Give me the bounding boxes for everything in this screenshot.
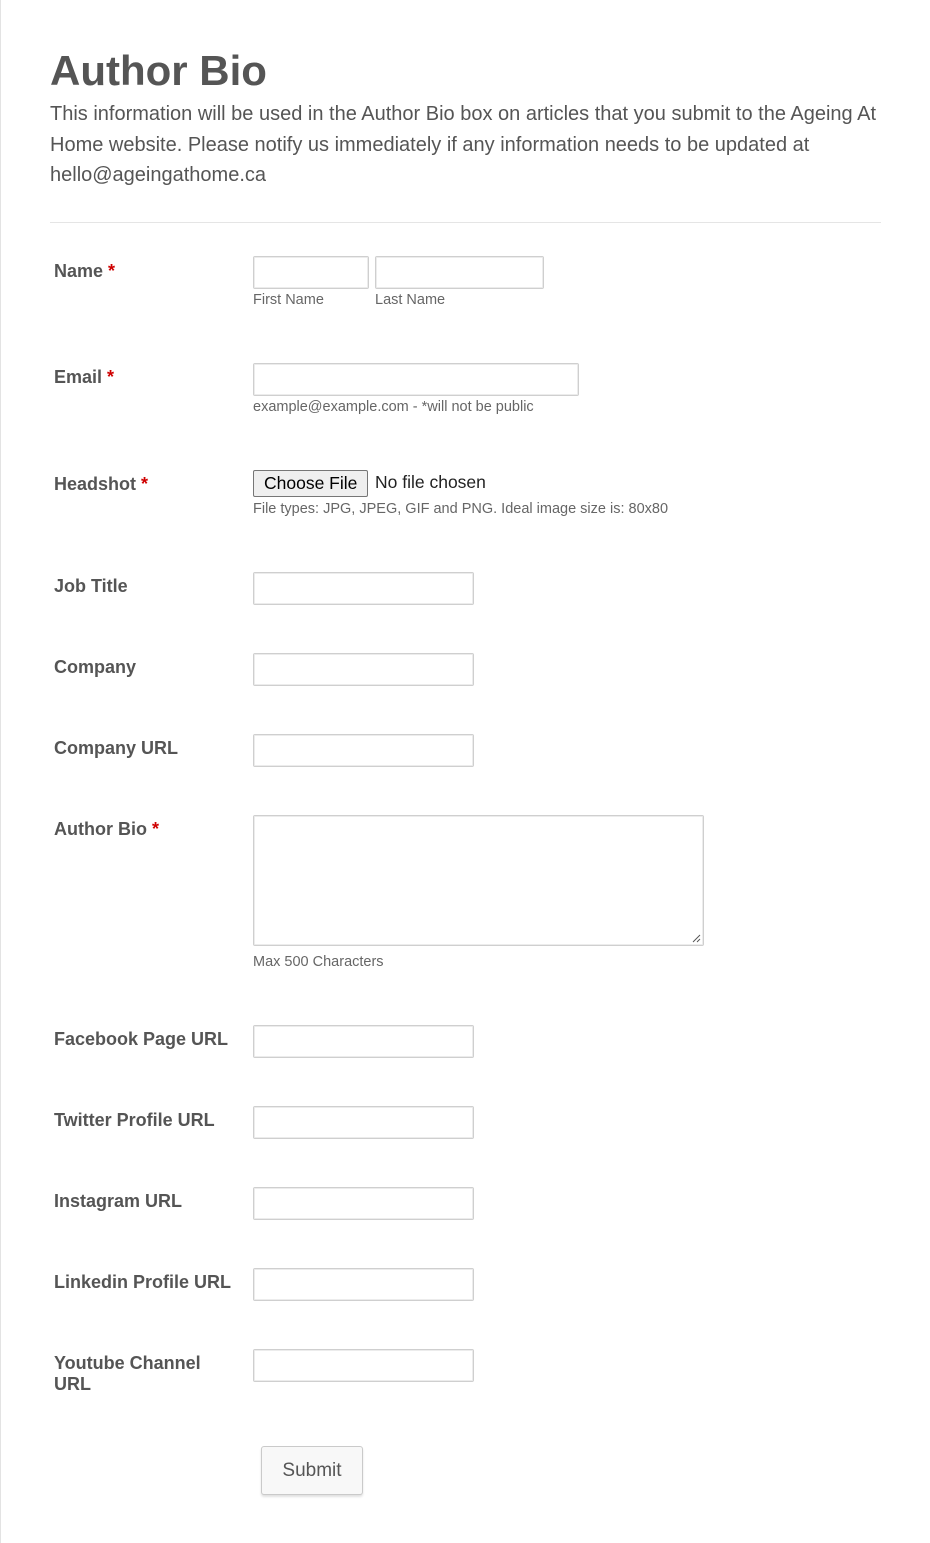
last-name-input[interactable] (375, 256, 544, 289)
youtube-url-input[interactable] (253, 1349, 474, 1382)
email-label-text: Email (54, 367, 103, 387)
author-bio-label (54, 819, 244, 840)
author-bio-textarea[interactable] (253, 815, 704, 946)
headshot-label (54, 474, 244, 495)
linkedin-url-label: Linkedin Profile URL (54, 1272, 232, 1292)
email-label (54, 367, 244, 388)
first-name-sublabel: First Name (253, 292, 324, 308)
resize-grip-icon[interactable] (691, 933, 701, 943)
author-bio-label-text: Author Bio (54, 819, 147, 839)
required-marker: * (108, 261, 116, 281)
linkedin-url-input[interactable] (253, 1268, 474, 1301)
page-left-border (0, 0, 1, 1543)
twitter-url-input[interactable] (253, 1106, 474, 1139)
instagram-url-label: Instagram URL (54, 1191, 183, 1211)
submit-button[interactable]: Submit (261, 1446, 363, 1495)
job-title-label: Job Title (54, 576, 128, 596)
instagram-url-input[interactable] (253, 1187, 474, 1220)
required-marker: * (141, 474, 149, 494)
headshot-sublabel: File types: JPG, JPEG, GIF and PNG. Ideal image size is: 80x80 (253, 501, 669, 517)
company-label: Company (54, 657, 137, 677)
name-label (54, 261, 244, 282)
first-name-input[interactable] (253, 256, 369, 289)
facebook-url-label: Facebook Page URL (54, 1029, 229, 1049)
form-title: Author Bio (50, 47, 267, 94)
last-name-sublabel: Last Name (375, 292, 446, 308)
required-marker: * (107, 367, 115, 387)
header-divider (50, 222, 881, 223)
required-marker: * (151, 819, 159, 839)
youtube-url-label: Youtube Channel URL (54, 1353, 201, 1394)
company-url-label: Company URL (54, 738, 179, 758)
company-input[interactable] (253, 653, 474, 686)
headshot-label-text: Headshot (54, 474, 137, 494)
choose-file-button[interactable]: Choose File (253, 470, 368, 497)
author-bio-sublabel: Max 500 Characters (253, 954, 384, 970)
job-title-input[interactable] (253, 572, 474, 605)
email-sublabel: example@example.com - *will not be public (253, 399, 534, 415)
name-label-text: Name (54, 261, 104, 281)
email-input[interactable] (253, 363, 579, 396)
form-description: This information will be used in the Author Bio box on articles that you submit to the Ageing At Home website. Please notify us immediately if any information needs to be updated at hello@ageingathome.ca (50, 103, 877, 186)
facebook-url-input[interactable] (253, 1025, 474, 1058)
company-url-input[interactable] (253, 734, 474, 767)
twitter-url-label: Twitter Profile URL (54, 1110, 215, 1130)
file-status-text: No file chosen (375, 472, 486, 492)
